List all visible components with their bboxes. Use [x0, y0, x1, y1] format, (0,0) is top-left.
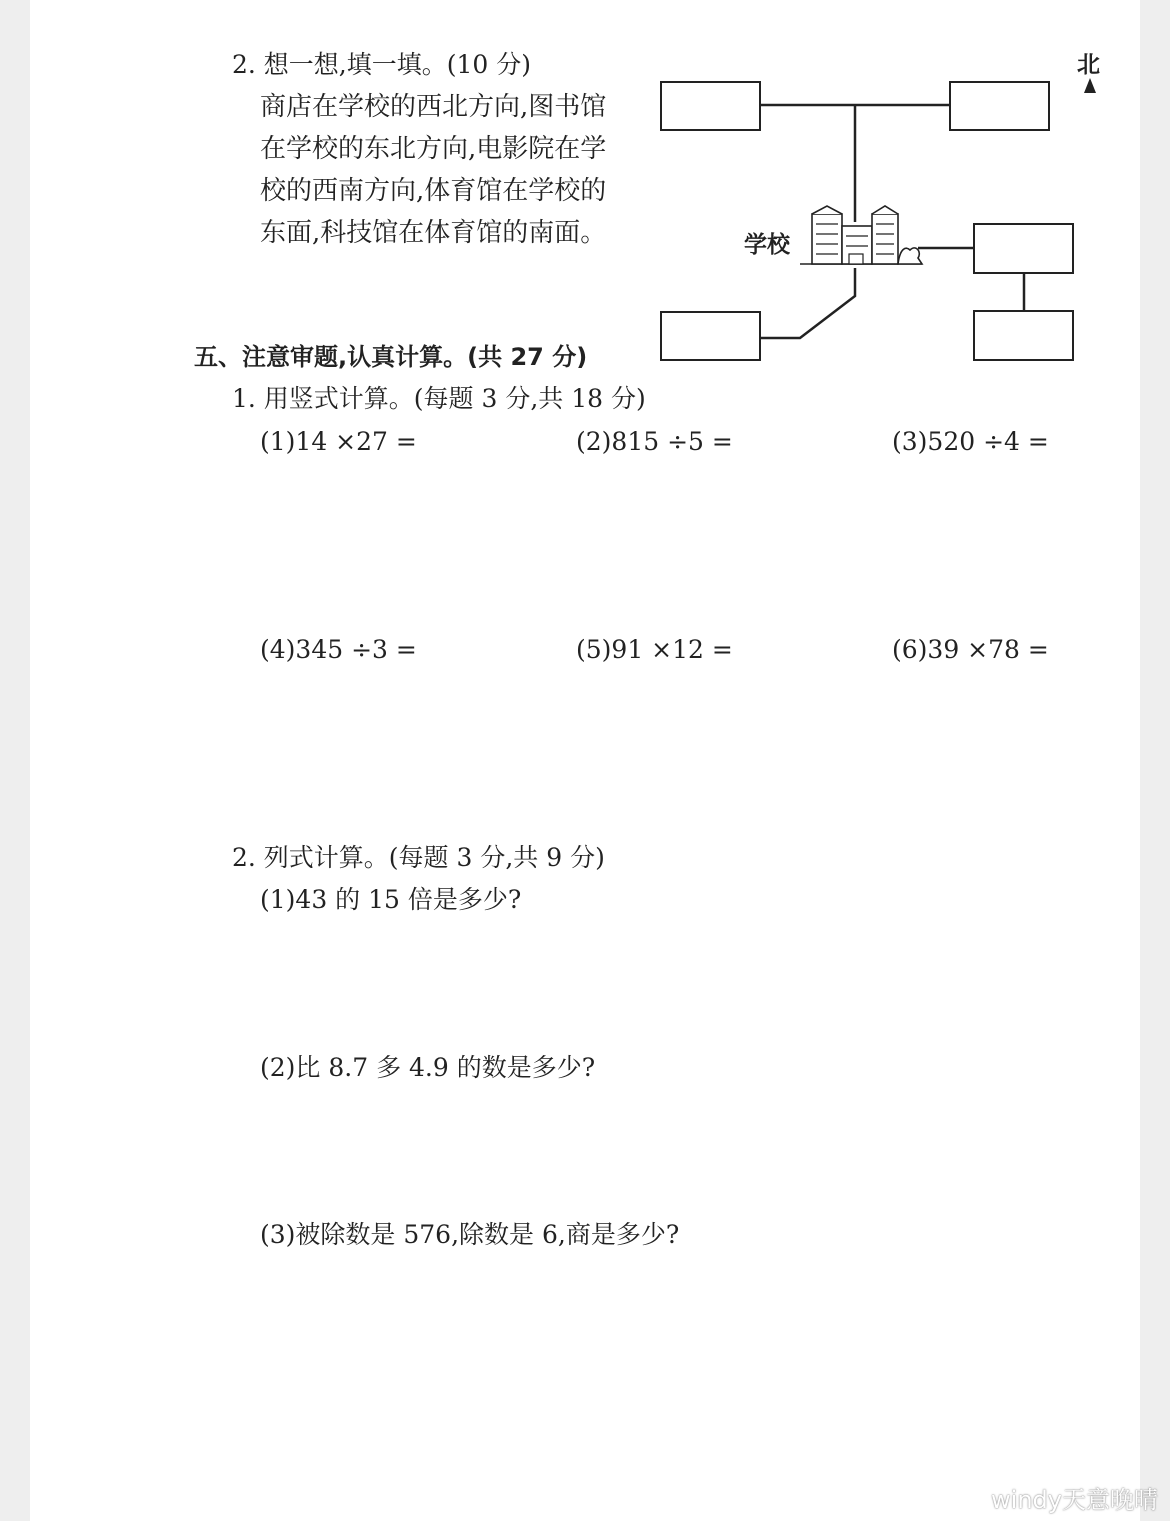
q2-expression-calc-title: 2. 列式计算。(每题 3 分,共 9 分): [232, 843, 605, 872]
description-line: 在学校的东北方向,电影院在学: [260, 134, 607, 164]
calc-item: (4)345 ÷3 =: [260, 635, 417, 664]
calc-item: (3)520 ÷4 =: [892, 427, 1049, 456]
description-line: 东面,科技馆在体育馆的南面。: [260, 218, 607, 248]
north-label: 北: [1077, 52, 1100, 78]
calc-item: (6)39 ×78 =: [892, 635, 1049, 664]
expression-item: (2)比 8.7 多 4.9 的数是多少?: [260, 1053, 596, 1082]
calc-item: (5)91 ×12 =: [576, 635, 733, 664]
calc-item: (1)14 ×27 =: [260, 427, 417, 456]
q1-vertical-calc-title: 1. 用竖式计算。(每题 3 分,共 18 分): [232, 384, 646, 413]
description-line: 商店在学校的西北方向,图书馆: [260, 92, 607, 122]
watermark: windy天意晚晴: [991, 1486, 1158, 1514]
calc-item: (2)815 ÷5 =: [576, 427, 733, 456]
section5-title: 五、注意审题,认真计算。(共 27 分): [194, 343, 588, 371]
description-line: 校的西南方向,体育馆在学校的: [260, 176, 607, 206]
expression-item: (1)43 的 15 倍是多少?: [260, 885, 522, 914]
q2-fill-title: 2. 想一想,填一填。(10 分): [232, 50, 532, 79]
q2-description: [260, 86, 606, 254]
expression-item: (3)被除数是 576,除数是 6,商是多少?: [260, 1220, 680, 1249]
school-label: 学校: [744, 232, 790, 258]
